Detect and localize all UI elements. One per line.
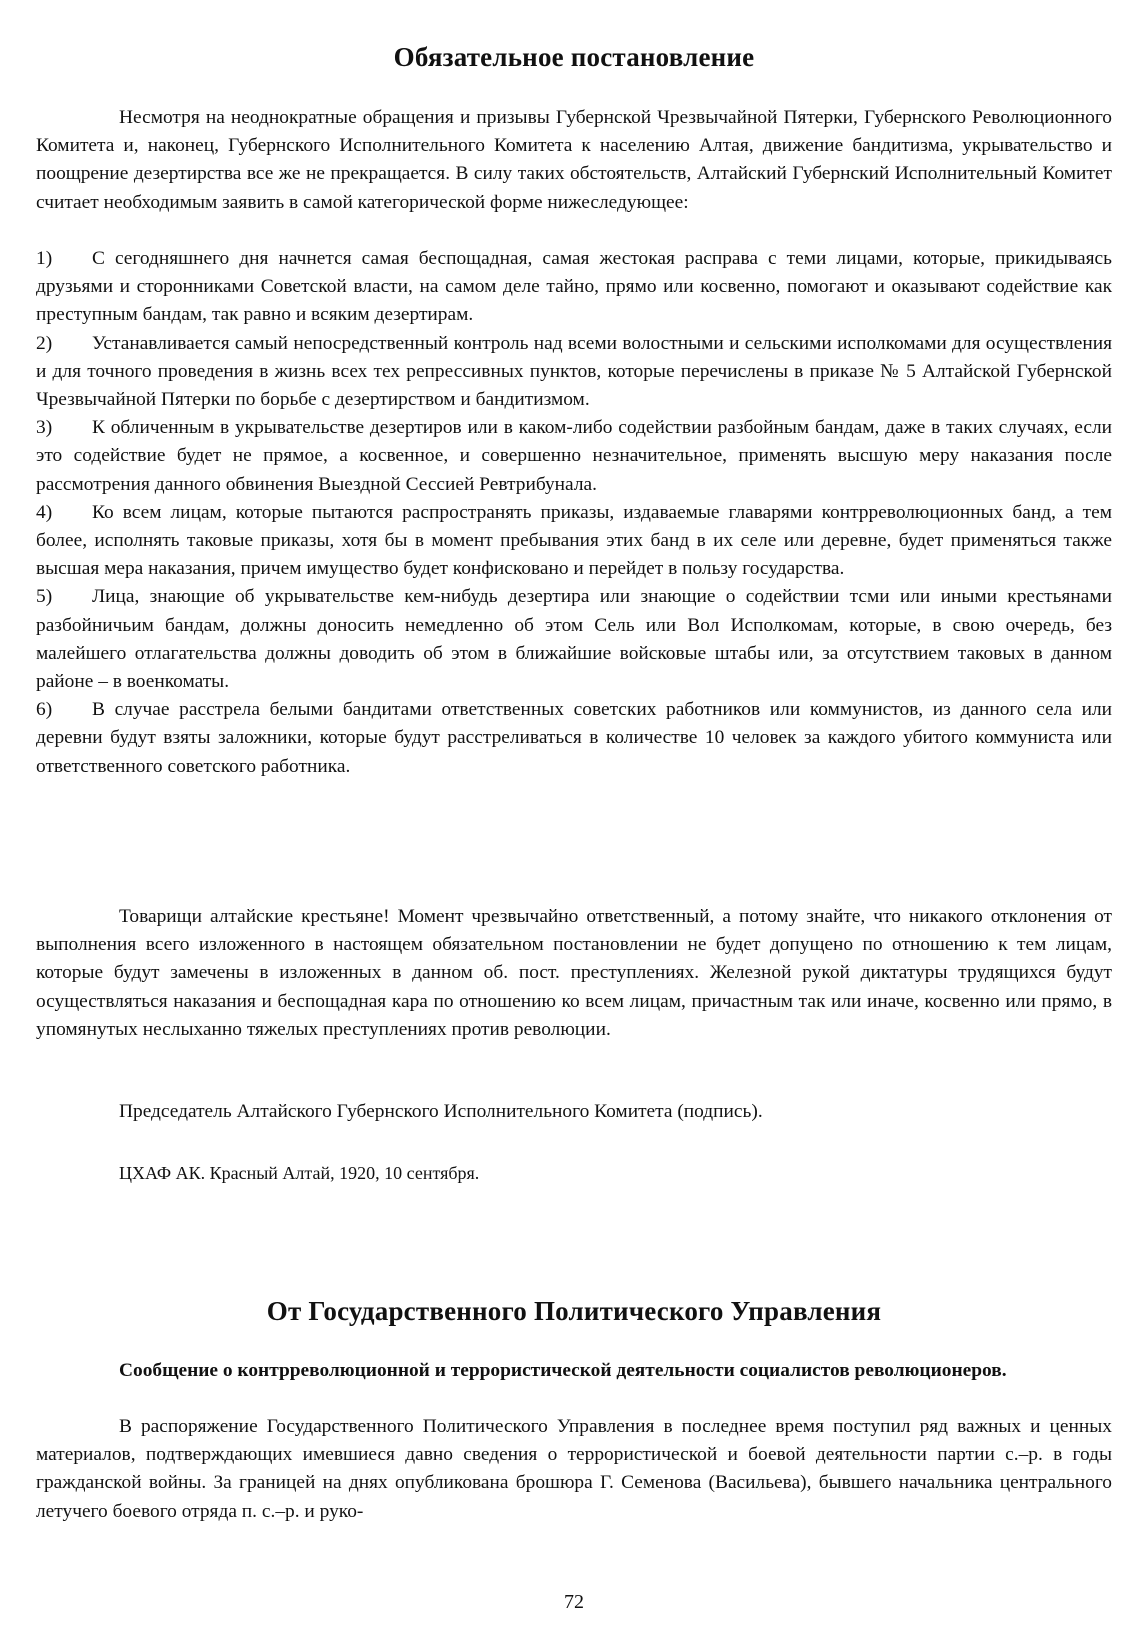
item-number: 3) (36, 417, 53, 439)
item-text: С сегодняшнего дня начнется самая беспощадная, самая жестокая расправа с теми лицами, которые, прикидываясь друзьями и сторонниками Советской власти, на самом деле тайно, прямо или косвенно, помогают и оказывают содействие как преступным бандам, так равно и всяким дезертирам. (36, 248, 1112, 326)
decree-item (36, 499, 1112, 584)
decree-item (36, 583, 1112, 696)
decree-item (36, 330, 1112, 415)
decree-items-list (36, 245, 1112, 781)
decree-intro (36, 104, 1112, 217)
item-text: Лица, знающие об укрывательстве кем-нибудь дезертира или знающие о содействии тсми или иными крестьянами разбойничьим бандам, должны доносить немедленно об этом Сель или Вол Исполкомам, которые, в свою очередь, без малейшего отлагательства должны доводить об этом в ближайшие войсковые штабы или, за отсутствием таковых в данном районе – в военкоматы. (36, 586, 1112, 693)
item-number: 2) (36, 332, 53, 354)
section-title-decree: Обязательное постановление (393, 42, 755, 72)
signature-line: Председатель Алтайского Губернского Исполнительного Комитета (подпись). (119, 1101, 763, 1122)
gpu-subheading: Сообщение о контрреволюционной и террористической деятельности социалистов революционеров. (119, 1360, 1007, 1381)
item-text: Устанавливается самый непосредственный контроль над всеми волостными и сельскими исполкомами для осуществления и для точного проведения в жизнь всех тех репрессивных пунктов, которые перечислены в приказе № 5 Алтайской Губернской Чрезвычайной Пятерки по борьбе с дезертирством и бандитизмом. (36, 332, 1112, 411)
decree-item (36, 696, 1112, 781)
source-citation: ЦХАФ АК. Красный Алтай, 1920, 10 сентября. (119, 1163, 480, 1183)
closing-paragraph: Товарищи алтайские крестьяне! Момент чрезвычайно ответственный, а потому знайте, что никакого отклонения от выполнения всего изложенного в настоящем обязательном постановлении не будет допущено по отношению к тем лицам, которые будут замечены в изложенных в данном об. пост. преступлениях. Железной рукой диктатуры трудящихся будут осуществляться наказания и беспощадная кара по отношению ко всем лицам, причастным так или иначе, косвенно или прямо, в упомянутых неслыханно тяжелых преступлениях против революции. (36, 906, 1112, 1040)
item-number: 6) (36, 699, 53, 721)
decree-item (36, 245, 1112, 330)
gpu-body (36, 1413, 1112, 1526)
intro-paragraph: Несмотря на неоднократные обращения и призывы Губернской Чрезвычайной Пятерки, Губернского Революционного Комитета и, наконец, Губернского Исполнительного Комитета к населению Алтая, движение бандитизма, укрывательство и поощрение дезертирства все же не прекращается. В силу таких обстоятельств, Алтайский Губернский Исполнительный Комитет считает необходимым заявить в самой категорической форме нижеследующее: (36, 107, 1112, 213)
section-title-gpu: От Государственного Политического Управления (266, 1296, 882, 1326)
decree-closing (36, 903, 1112, 1044)
item-number: 5) (36, 586, 53, 608)
decree-item (36, 414, 1112, 499)
item-text: Ко всем лицам, которые пытаются распространять приказы, издаваемые главарями контрреволюционных банд, а тем более, исполнять таковые приказы, хотя бы в момент пребывания этих банд в их селе или деревне, будет применяться также высшая мера наказания, причем имущество будет конфисковано и перейдет в пользу государства. (36, 501, 1112, 580)
item-number: 4) (36, 501, 53, 523)
item-number: 1) (36, 248, 53, 269)
item-text: В случае расстрела белыми бандитами ответственных советских работников или коммунистов, из данного села или деревни будут взяты заложники, которые будут расстреливаться в количестве 10 человек за каждого убитого коммуниста или ответственного советского работника. (36, 699, 1112, 777)
item-text: К обличенным в укрывательстве дезертиров или в каком-либо содействии разбойным бандам, даже в таких случаях, если это содействие будет не прямое, а косвенное, и совершенно незначительное, применять высшую меру наказания после рассмотрения данного обвинения Выездной Сессией Ревтрибунала. (36, 417, 1112, 495)
page-number: 72 (564, 1591, 584, 1613)
gpu-paragraph: В распоряжение Государственного Политического Управления в последнее время поступил ряд важных и ценных материалов, подтверждающих имевшиеся давно сведения о террористической и боевой деятельности партии с.–р. в годы гражданской войны. За границей на днях опубликована брошюра Г. Семенова (Васильева), бывшего начальника центрального летучего боевого отряда п. с.–р. и руко- (36, 1416, 1112, 1522)
